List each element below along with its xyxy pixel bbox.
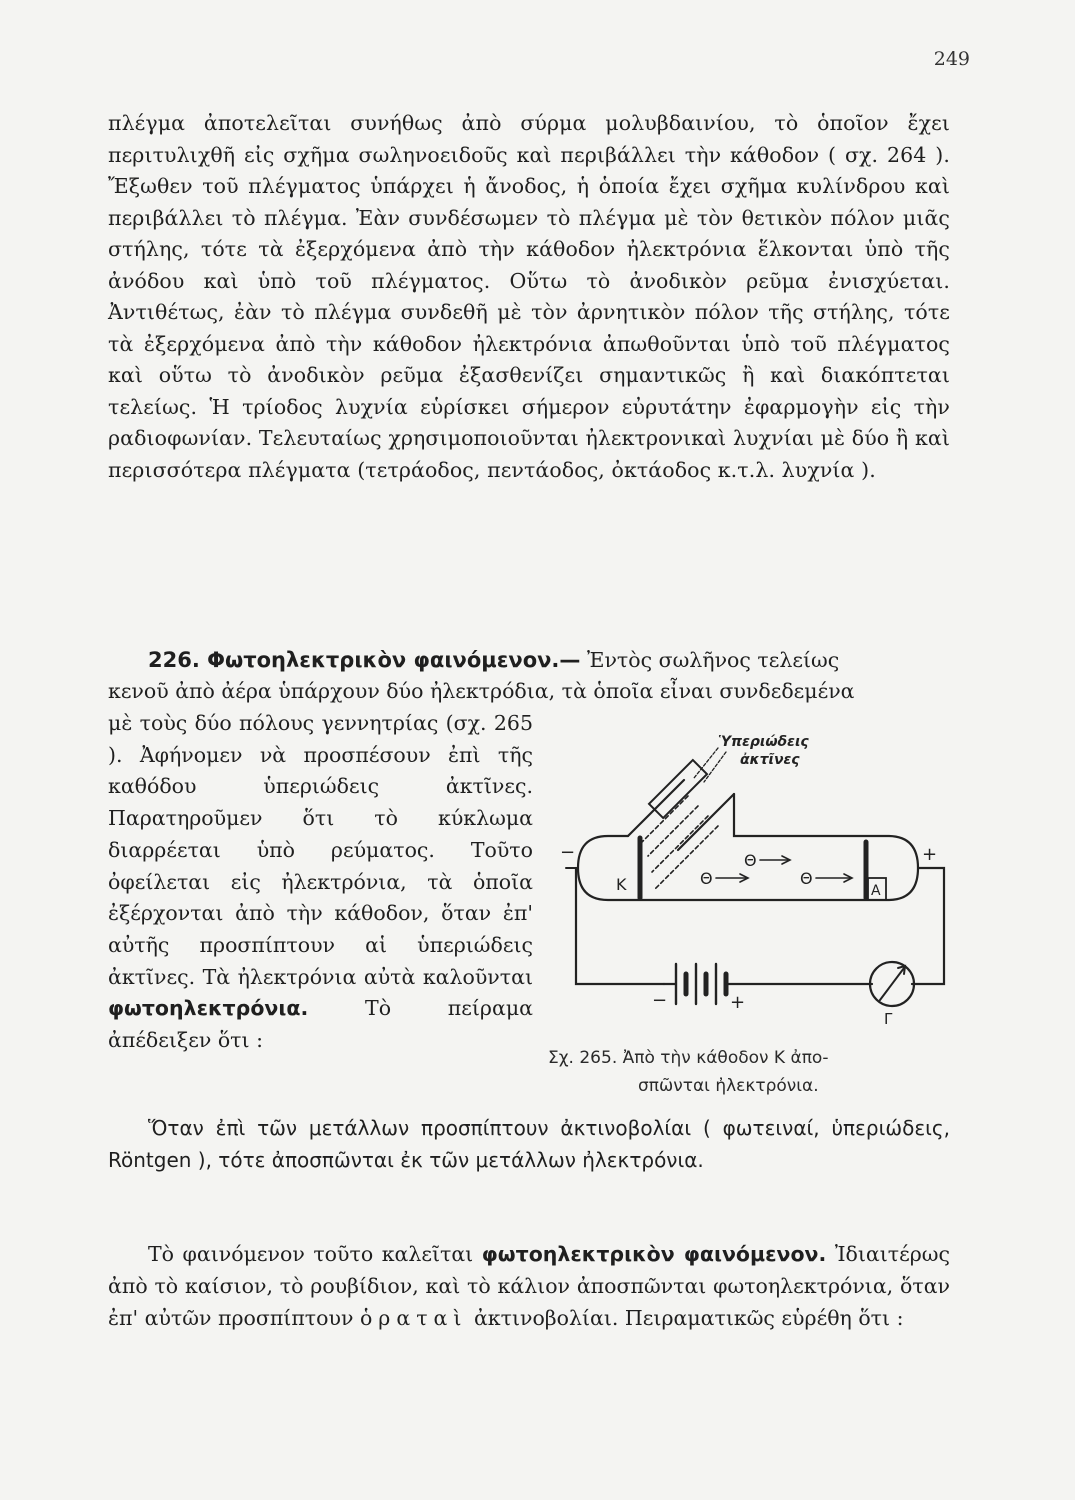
- section-first-line: [148, 645, 839, 677]
- section-title: 226. Φωτοηλεκτρικὸν φαινόμενον.—: [148, 648, 581, 672]
- galvanometer-label: Γ: [884, 1010, 893, 1028]
- section-intro: Ἐντὸς σωλῆνος τελείως: [586, 648, 840, 672]
- photoelectric-law: Ὅταν ἐπὶ τῶν μετάλλων προσπίπτουν ἀκτινοβολίαι ( φωτειναί, ὑπεριώδεις, Röntgen ), τότε ἀποσπῶνται ἐκ τῶν μετάλλων ἠλεκτρόνια.: [108, 1116, 950, 1172]
- last-paragraph-start: Τὸ φαινόμενον τοῦτο καλεῖται: [148, 1242, 474, 1266]
- caption-line-1: Σχ. 265. Ἀπὸ τὴν κάθοδον Κ ἀπο-: [548, 1048, 829, 1068]
- figure-265-diagram: [560, 718, 958, 1038]
- last-paragraph-end: ἀκτινοβολίαι. Πειραματικῶς εὑρέθη ὅτι :: [473, 1306, 904, 1330]
- section-second-line: κενοῦ ἀπὸ ἀέρα ὑπάρχουν δύο ἠλεκτρόδια, τὰ ὁποῖα εἶναι συνδεδεμένα: [108, 679, 855, 703]
- ray-leader-line: [704, 752, 726, 782]
- photoelectrons-term: φωτοηλεκτρόνια.: [108, 996, 309, 1021]
- uv-ray: [648, 806, 698, 856]
- plus-sign-tube: +: [922, 844, 938, 865]
- uv-rays-label-1: Ὑπεριώδεις: [718, 734, 809, 750]
- left-column-tail: Τὸ πείραμα ἀπέδειξεν ὅτι :: [108, 996, 533, 1053]
- caption-line-2: σπῶνται ἠλεκτρόνια.: [638, 1076, 819, 1096]
- minus-sign-tube: −: [560, 842, 576, 863]
- page-number: 249: [933, 48, 970, 70]
- anode-label: A: [871, 883, 881, 899]
- minus-sign-battery: −: [652, 990, 668, 1011]
- left-column-text: [108, 708, 533, 1057]
- plus-sign-battery: +: [730, 992, 746, 1013]
- electron-symbol: Θ: [744, 851, 757, 870]
- window-cap: [649, 760, 707, 818]
- electron-symbol: Θ: [700, 869, 713, 888]
- circuit-wire-right: [912, 868, 944, 984]
- photoelectric-effect-term: φωτοηλεκτρικὸν φαινόμενον.: [481, 1242, 827, 1266]
- galvanometer-needle: [880, 968, 904, 1000]
- cathode-label: K: [616, 875, 627, 894]
- last-paragraph-middle: Ἰδιαιτέρως ἀπὸ τὸ καίσιον, τὸ ρουβίδιον, καὶ τὸ κάλιον ἀποσπῶνται φωτοηλεκτρόνια, ὅταν ἐπ' αὐτῶν προσπίπτουν: [108, 1242, 950, 1330]
- figure-caption: [548, 1044, 958, 1100]
- paragraph-triode: πλέγμα ἀποτελεῖται συνήθως ἀπὸ σύρμα μολυβδαινίου, τὸ ὁποῖον ἔχει περιτυλιχθῆ εἰς σχῆμα σωληνοειδοῦς καὶ περιβάλλει τὴν κάθοδον ( σχ. 264 ). Ἔξωθεν τοῦ πλέγματος ὑπάρχει ἡ ἄνοδος, ἡ ὁποία ἔχει σχῆμα κυλίνδρου καὶ περιβάλλει τὸ πλέγμα. Ἐὰν συνδέσωμεν τὸ πλέγμα μὲ τὸν θετικὸν πόλον μιᾶς στήλης, τότε τὰ ἐξερχόμενα ἀπὸ τὴν κάθοδον ἠλεκτρόνια ἕλκονται ὑπὸ τῆς ἀνόδου καὶ ὑπὸ τοῦ πλέγματος. Οὕτω τὸ ἀνοδικὸν ρεῦμα ἐνισχύεται. Ἀντιθέτως, ἐὰν τὸ πλέγμα συνδεθῆ μὲ τὸν ἀρνητικὸν πόλον τῆς στήλης, τότε τὰ ἐξερχόμενα ἀπὸ τὴν κάθοδον ἠλεκτρόνια ἀπωθοῦνται ὑπὸ τοῦ πλέγματος καὶ οὕτω τὸ ἀνοδικὸν ρεῦμα ἐξασθενίζει σημαντικῶς ἢ καὶ διακόπτεται τελείως. Ἡ τρίοδος λυχνία εὑρίσκει σήμερον εὐρυτάτην ἐφαρμογὴν εἰς τὴν ραδιοφωνίαν. Τελευταίως χρησιμοποιοῦνται ἠλεκτρονικαὶ λυχνίαι μὲ δύο ἢ καὶ περισσότερα πλέγματα (τετράοδος, πεντάοδος, ὀκτάοδος κ.τ.λ. λυχνία ).: [108, 111, 950, 482]
- window-arm: [628, 780, 734, 850]
- left-column-body: μὲ τοὺς δύο πόλους γεννητρίας (σχ. 265 ). Ἀφήνομεν νὰ προσπέσουν ἐπὶ τῆς καθόδου ὑπεριώδεις ἀκτῖνες. Παρατηροῦμεν ὅτι τὸ κύκλωμα διαρρέεται ὑπὸ ρεύματος. Τοῦτο ὀφείλεται εἰς ἠλεκτρόνια, τὰ ὁποῖα ἐξέρχονται ἀπὸ τὴν κάθοδον, ὅταν ἐπ' αὐτῆς προσπίπτουν αἱ ὑπεριώδεις ἀκτῖνες. Τὰ ἠλεκτρόνια αὐτὰ καλοῦνται: [108, 711, 533, 989]
- visible-word-spaced: ὁραταὶ: [359, 1306, 468, 1330]
- uv-rays-label-2: ἀκτῖνες: [740, 752, 800, 768]
- paragraph-photoelectric-effect: [108, 1238, 950, 1334]
- electron-symbol: Θ: [800, 869, 813, 888]
